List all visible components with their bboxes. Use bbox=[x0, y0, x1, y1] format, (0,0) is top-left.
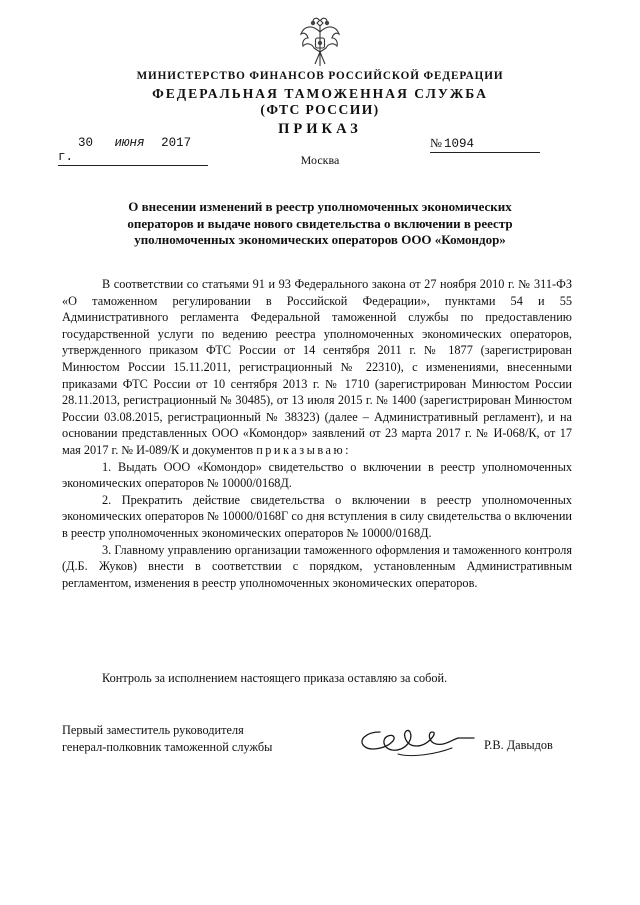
order-item-2: 2. Прекратить действие свидетельства о включении в реестр уполномоченных экономических операторов № 10000/0168Г со дня вступления в силу свидетельства о включении в реестр уполномоченных экономических операторов № 10000/0168Д. bbox=[62, 492, 572, 540]
date-day: 30 bbox=[78, 136, 94, 150]
coat-of-arms-icon bbox=[298, 14, 342, 68]
date-year: 2017 г. bbox=[58, 136, 192, 164]
title-line: О внесении изменений в реестр уполномоченных экономических bbox=[128, 199, 512, 214]
title-line: операторов и выдаче нового свидетельства о включении в реестр bbox=[127, 215, 513, 231]
position-line: Первый заместитель руководителя bbox=[62, 723, 244, 737]
order-item-3: 3. Главному управлению организации таможенного оформления и таможенного контроля (Д.Б. Жуков) внести в соответствии с порядком, установленным Административным регламентом, изменения в реестр уполномоченных экономических операторов. bbox=[62, 542, 572, 590]
number-sign: № bbox=[430, 136, 442, 150]
number-value: 1094 bbox=[443, 137, 474, 151]
order-word: приказываю: bbox=[256, 442, 352, 457]
control-clause: Контроль за исполнением настоящего приказа оставляю за собой. bbox=[102, 671, 448, 685]
ministry-heading: МИНИСТЕРСТВО ФИНАНСОВ РОССИЙСКОЙ ФЕДЕРАЦИИ bbox=[136, 70, 504, 82]
position-line: генерал-полковник таможенной службы bbox=[62, 739, 273, 754]
signatory-name: Р.В. Давыдов bbox=[484, 738, 553, 752]
service-abbreviation: (ФТС РОССИИ) bbox=[260, 102, 380, 117]
city: Москва bbox=[300, 153, 340, 167]
title-line: уполномоченных экономических операторов ООО «Комондор» bbox=[134, 232, 506, 247]
date-month: июня bbox=[114, 136, 145, 150]
handwritten-signature bbox=[352, 718, 482, 764]
order-body bbox=[62, 276, 572, 591]
order-number bbox=[430, 136, 540, 153]
preamble-paragraph bbox=[62, 276, 572, 459]
service-heading: ФЕДЕРАЛЬНАЯ ТАМОЖЕННАЯ СЛУЖБА bbox=[152, 86, 488, 101]
signatory-position bbox=[62, 722, 272, 755]
order-item-1: 1. Выдать ООО «Комондор» свидетельство о включении в реестр уполномоченных экономических операторов № 10000/0168Д. bbox=[62, 459, 572, 491]
order-title bbox=[60, 199, 580, 249]
document-type: ПРИКАЗ bbox=[278, 121, 362, 137]
preamble-text: В соответствии со статьями 91 и 93 Федерального закона от 27 ноября 2010 г. № 311-ФЗ «О таможенном регулировании в Российской Федерации», пунктами 54 и 55 Административного регламента Федеральной таможенной службы по предоставлению государственной услуги по ведению реестра уполномоченных экономических операторов, утвержденного приказом ФТС России от 14 сентября 2011 г. № 1877 (зарегистрирован Минюстом России 15.11.2011, регистрационный № 22310), с изменениями, внесенными приказами ФТС России от 10 сентября 2013 г. № 1710 (зарегистрирован Минюстом России 28.11.2013, регистрационный № 30485), от 13 июля 2015 г. № 1400 (зарегистрирован Минюстом России 03.08.2015, регистрационный № 38323) (далее – Административный регламент), и на основании представленных ООО «Комондор» заявлений от 23 марта 2017 г. № И-068/К, от 17 мая 2017 г. № И-089/К и документов bbox=[62, 277, 572, 457]
